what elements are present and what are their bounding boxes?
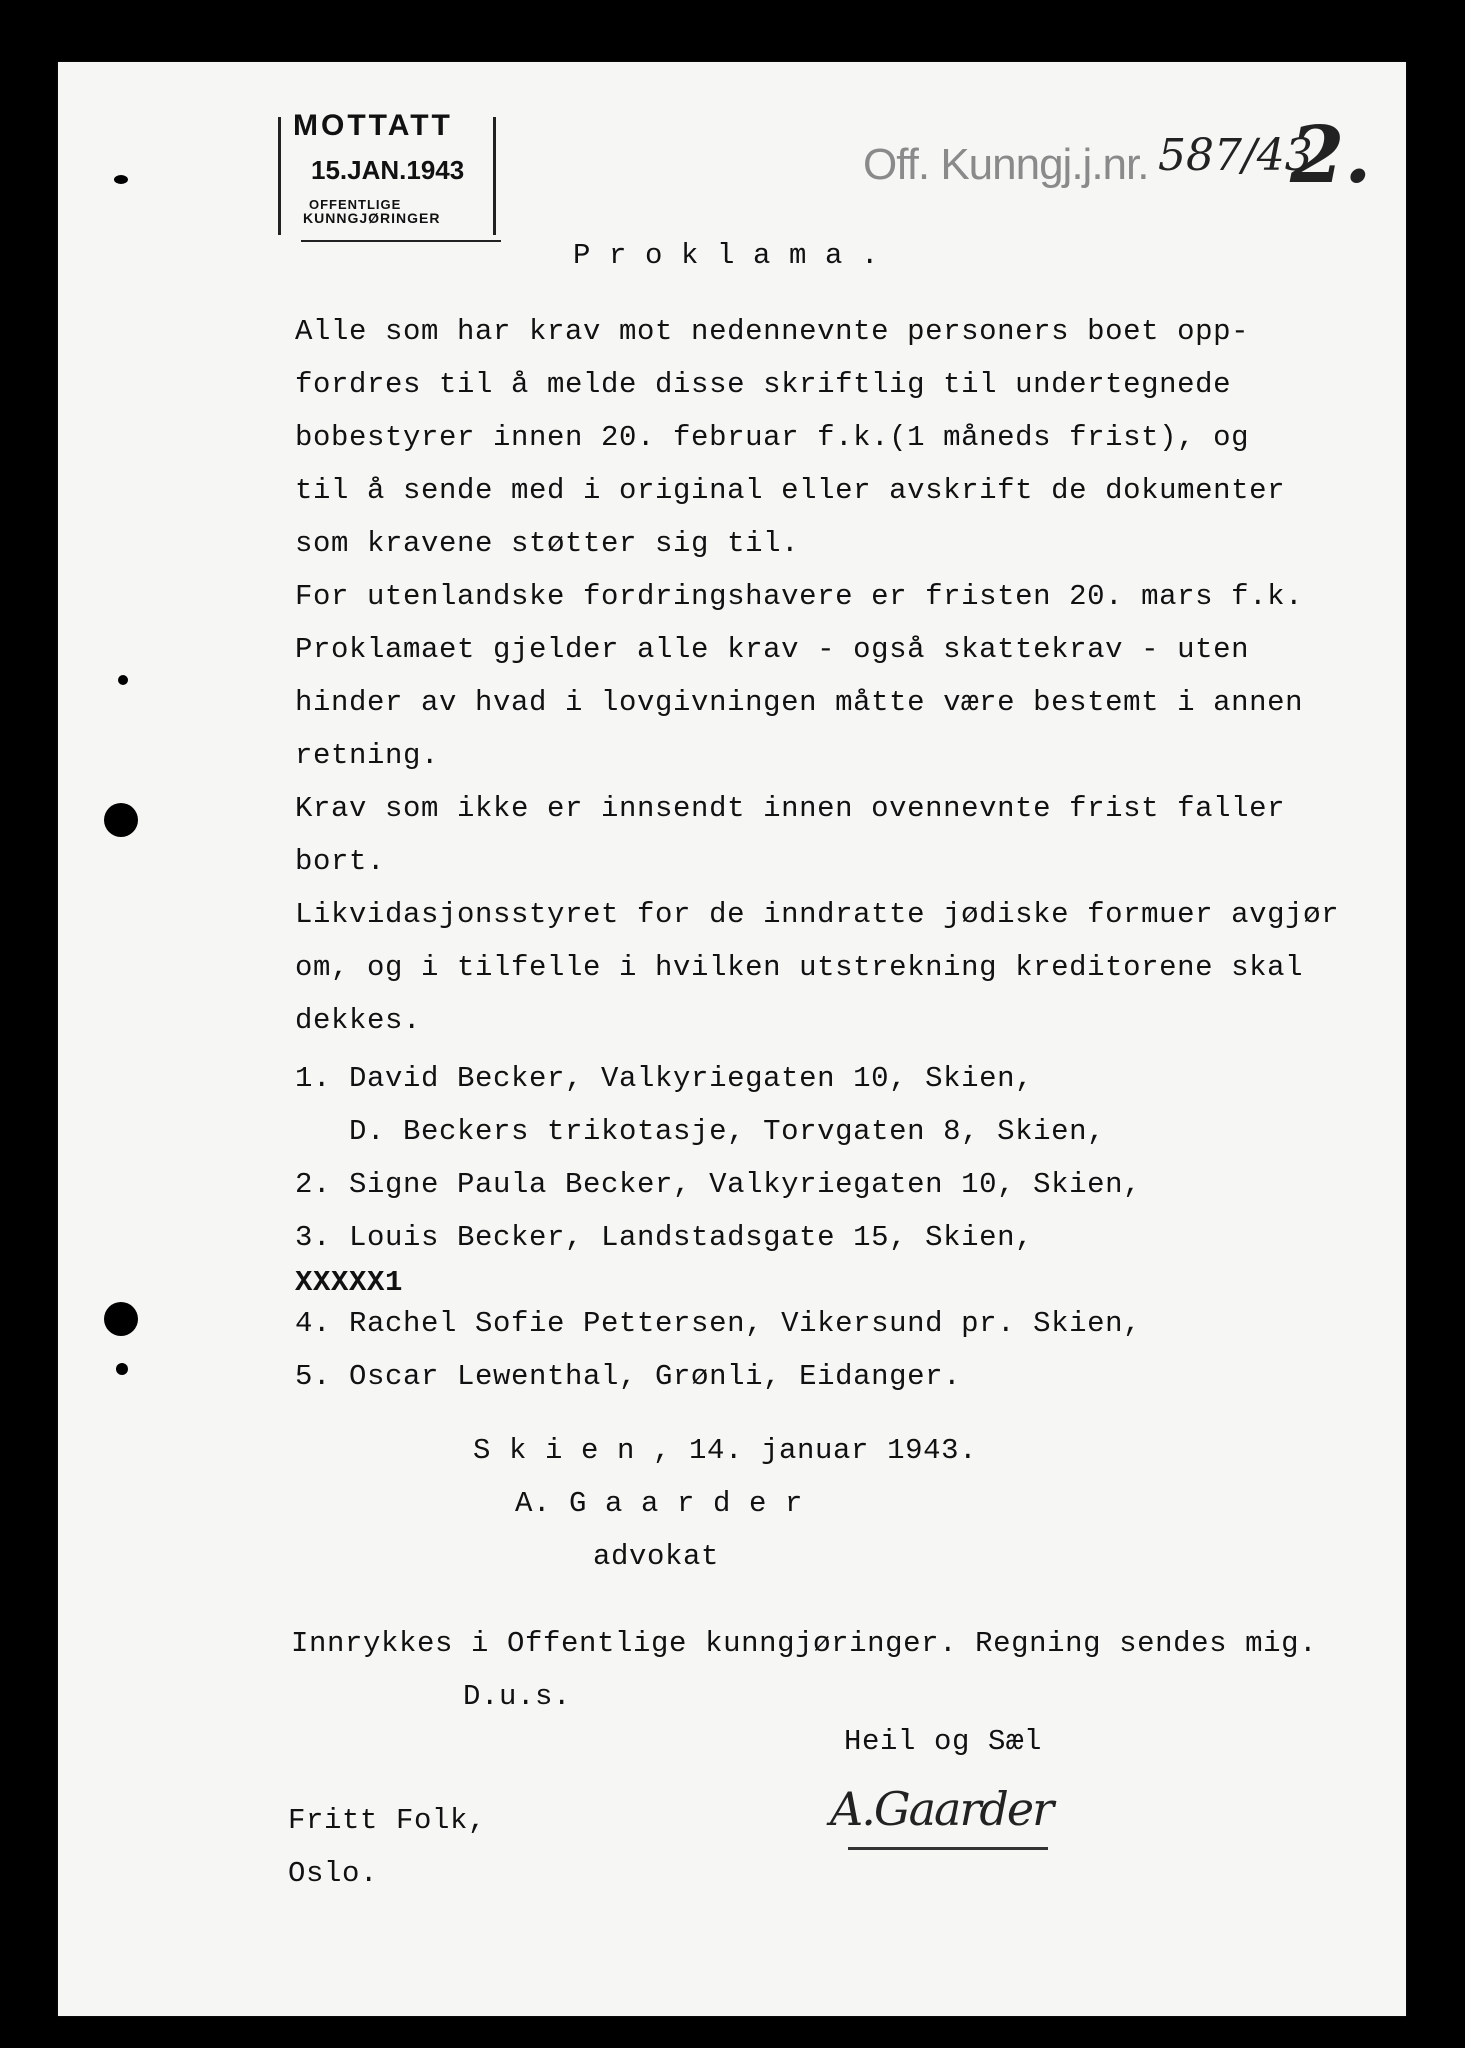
- page-mark: 2.: [1290, 110, 1372, 201]
- body-line: bort.: [295, 845, 386, 878]
- recipient-line: Fritt Folk,: [288, 1804, 487, 1837]
- signatory-name: A. G a a r d e r: [515, 1487, 804, 1520]
- ink-mark: [118, 675, 128, 685]
- journal-number: 587/43: [1158, 130, 1313, 181]
- dus-abbreviation: D.u.s.: [463, 1680, 572, 1713]
- body-line: hinder av hvad i lovgivningen måtte være bestemt i annen: [295, 686, 1304, 719]
- stamp-date: 15.JAN.1943: [311, 155, 465, 185]
- body-line: Proklamaet gjelder alle krav - også skattekrav - uten: [295, 633, 1250, 666]
- punch-hole: [104, 1302, 138, 1336]
- creditor-list-item: 3. Louis Becker, Landstadsgate 15, Skien,: [295, 1221, 1034, 1254]
- struck-out-text: XXXXX1: [295, 1266, 404, 1299]
- body-line: For utenlandske fordringshavere er fristen 20. mars f.k.: [295, 580, 1304, 613]
- handwritten-signature: A.Gaarder: [830, 1782, 1053, 1836]
- signature-underline: [848, 1847, 1048, 1850]
- greeting: Heil og Sæl: [844, 1725, 1043, 1758]
- body-line: Likvidasjonsstyret for de inndratte jødiske formuer avgjør: [295, 898, 1340, 931]
- document-page: [58, 62, 1406, 2016]
- ink-mark: [114, 175, 128, 184]
- stamp-line4: KUNNGJØRINGER: [303, 210, 441, 226]
- body-line: dekkes.: [295, 1004, 422, 1037]
- stamp-line1: MOTTATT: [293, 109, 453, 142]
- creditor-list-item: 4. Rachel Sofie Pettersen, Vikersund pr. Skien,: [295, 1307, 1142, 1340]
- stamp-line3: OFFENTLIGE: [309, 197, 402, 212]
- ink-mark: [116, 1363, 128, 1375]
- body-line: om, og i tilfelle i hvilken utstrekning kreditorene skal: [295, 951, 1304, 984]
- document-title: P r o k l a m a .: [573, 239, 880, 272]
- creditor-list-item: 2. Signe Paula Becker, Valkyriegaten 10, Skien,: [295, 1168, 1142, 1201]
- publication-instruction: Innrykkes i Offentlige kunngjøringer. Regning sendes mig.: [291, 1627, 1318, 1660]
- body-line: retning.: [295, 739, 440, 772]
- body-line: til å sende med i original eller avskrift de dokumenter: [295, 474, 1286, 507]
- received-stamp: [278, 109, 496, 235]
- body-line: bobestyrer innen 20. februar f.k.(1 måneds frist), og: [295, 421, 1250, 454]
- signatory-title: advokat: [593, 1540, 720, 1573]
- creditor-list-item: D. Beckers trikotasje, Torvgaten 8, Skien,: [295, 1115, 1106, 1148]
- recipient-line: Oslo.: [288, 1857, 379, 1890]
- body-line: fordres til å melde disse skriftlig til undertegnede: [295, 368, 1232, 401]
- place-date: S k i e n , 14. januar 1943.: [473, 1434, 978, 1467]
- stamp-underline: [301, 240, 501, 242]
- body-line: Krav som ikke er innsendt innen ovennevnte frist faller: [295, 792, 1286, 825]
- creditor-list-item: 5. Oscar Lewenthal, Grønli, Eidanger.: [295, 1360, 962, 1393]
- punch-hole: [104, 803, 138, 837]
- journal-label: Off. Kunngj.j.nr.: [863, 140, 1149, 189]
- creditor-list-item: 1. David Becker, Valkyriegaten 10, Skien,: [295, 1062, 1034, 1095]
- body-line: som kravene støtter sig til.: [295, 527, 800, 560]
- body-line: Alle som har krav mot nedennevnte personers boet opp-: [295, 315, 1250, 348]
